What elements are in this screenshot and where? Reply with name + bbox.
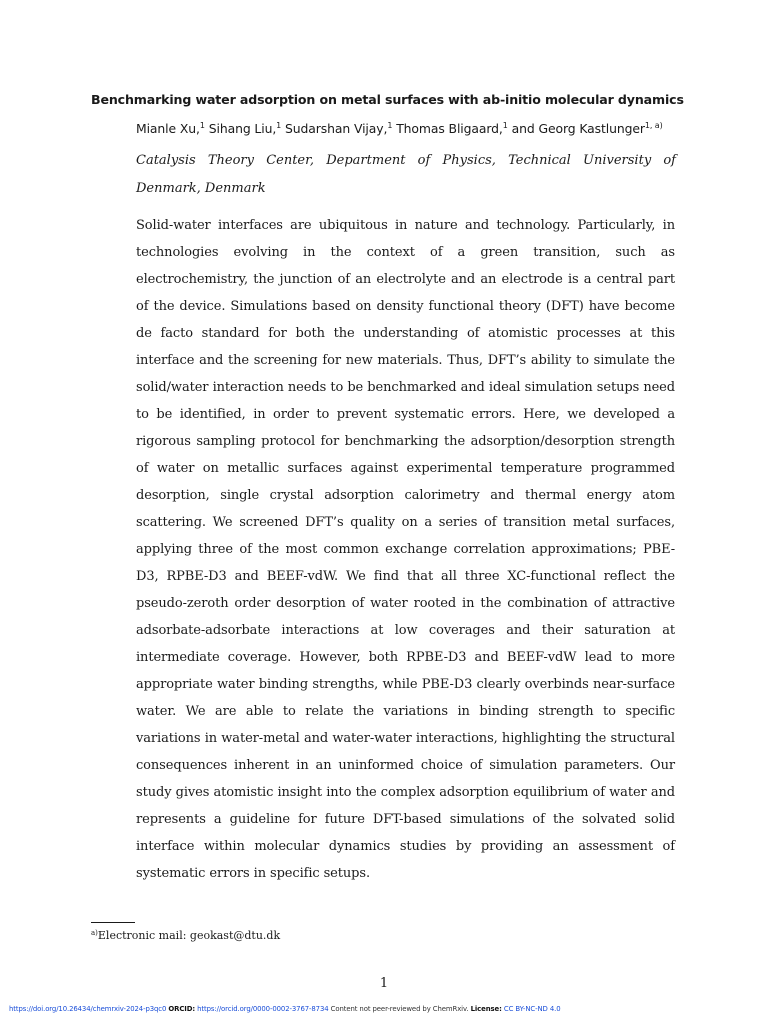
license-bar [9, 1005, 768, 1013]
author-name: Sihang Liu, [208, 121, 277, 136]
author-name: Thomas Bligaard, [396, 121, 503, 136]
doi-link[interactable]: https://doi.org/10.26434/chemrxiv-2024-p3qc0 [9, 1005, 167, 1013]
footnote [91, 929, 280, 942]
footnote-mark: a) [91, 929, 98, 937]
license-label: License: [470, 1005, 502, 1013]
author-affiliation-mark: 1, a) [644, 121, 663, 130]
author-affiliation-mark: 1 [276, 121, 282, 130]
author-list [136, 121, 696, 136]
page-number: 1 [379, 976, 389, 991]
orcid-link[interactable]: https://orcid.org/0000-0002-3767-8734 [197, 1005, 329, 1013]
author-affiliation-mark: 1 [199, 121, 205, 130]
author-name: Mianle Xu, [136, 121, 200, 136]
abstract-text: Solid-water interfaces are ubiquitous in nature and technology. Particularly, in technologies evolving in the context of a green transition, such as electrochemistry, the junction of an electrolyte and an electrode is a central part of the device. Simulations based on density functional theory (DFT) have become de facto standard for both the understanding of atomistic processes at this interface and the screening for new materials. Thus, DFT’s ability to simulate the solid/water interaction needs to be benchmarked and ideal simulation setups need to be identified, in order to prevent systematic errors. Here, we developed a rigorous sampling protocol for benchmarking the adsorption/desorption strength of water on metallic surfaces against experimental temperature programmed desorption, single crystal adsorption calorimetry and thermal energy atom scattering. We screened DFT’s quality on a series of transition metal surfaces, applying three of the most common exchange correlation approximations; PBE-D3, RPBE-D3 and BEEF-vdW. We find that all three XC-functional reflect the pseudo-zeroth order desorption of water rooted in the combination of attractive adsorbate-adsorbate interactions at low coverages and their saturation at intermediate coverage. However, both RPBE-D3 and BEEF-vdW lead to more appropriate water binding strengths, while PBE-D3 clearly overbinds near-surface water. We are able to relate the variations in binding strength to specific variations in water-metal and water-water interactions, highlighting the structural consequences inherent in an uninformed choice of simulation parameters. Our study gives atomistic insight into the complex adsorption equilibrium of water and represents a guideline for future DFT-based simulations of the solvated solid interface within molecular dynamics studies by providing an assessment of systematic errors in specific setups. [136, 218, 675, 881]
footnote-text: Electronic mail: geokast@dtu.dk [97, 929, 281, 942]
author-affiliation-mark: 1 [502, 121, 508, 130]
review-note: Content not peer-reviewed by ChemRxiv. [330, 1005, 469, 1013]
orcid-label: ORCID: [168, 1005, 196, 1013]
license-link[interactable]: CC BY-NC-ND 4.0 [503, 1005, 561, 1013]
author-name: Sudarshan Vijay, [285, 121, 388, 136]
author-affiliation-mark: 1 [387, 121, 393, 130]
paper-title: Benchmarking water adsorption on metal surfaces with ab-initio molecular dynamics [91, 92, 684, 107]
affiliation: Catalysis Theory Center, Department of Physics, Technical University of Denmark, Denmark [136, 153, 676, 196]
footnote-rule [91, 922, 135, 923]
author-name: and Georg Kastlunger [511, 121, 645, 136]
